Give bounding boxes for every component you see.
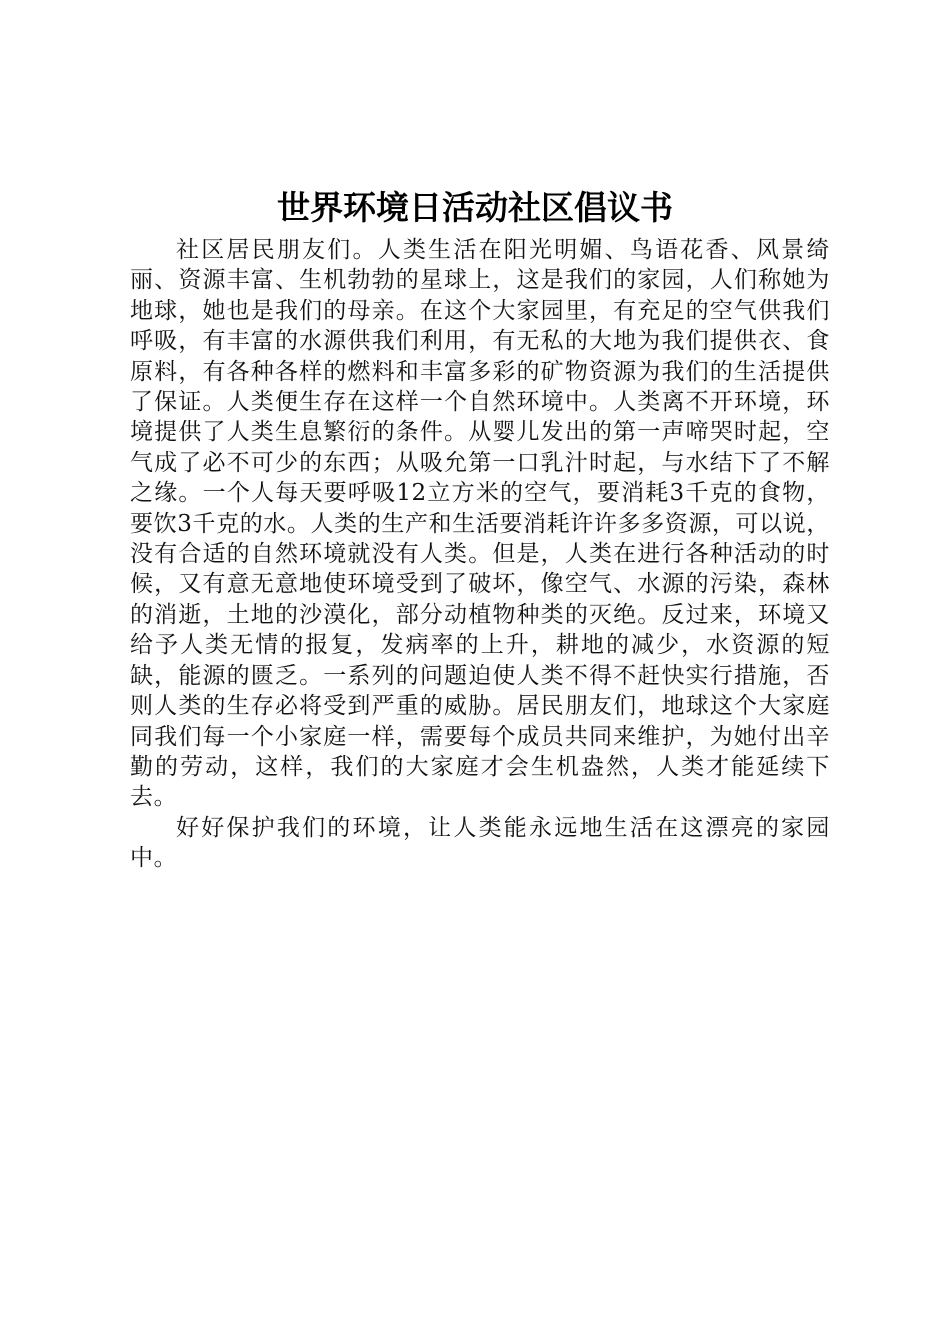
document-title: 世界环境日活动社区倡议书	[277, 188, 673, 227]
paragraph-2: 好好保护我们的环境，让人类能永远地生活在这漂亮的家园中。	[130, 814, 830, 872]
document-body	[130, 235, 830, 874]
paragraph-1: 社区居民朋友们。人类生活在阳光明媚、鸟语花香、风景绮丽、资源丰富、生机勃勃的星球上，这是我们的家园，人们称她为地球，她也是我们的母亲。在这个大家园里，有充足的空气供我们呼吸，有丰富的水源供我们利用，有无私的大地为我们提供衣、食原料，有各种各样的燃料和丰富多彩的矿物资源为我们的生活提供了保证。人类便生存在这样一个自然环境中。人类离不开环境，环境提供了人类生息繁衍的条件。从婴儿发出的第一声啼哭时起，空气成了必不可少的东西；从吸允第一口乳汁时起，与水结下了不解之缘。一个人每天要呼吸12立方米的空气，要消耗3千克的食物，要饮3千克的水。人类的生产和生活要消耗许许多多资源，可以说，没有合适的自然环境就没有人类。但是，人类在进行各种活动的时候，又有意无意地使环境受到了破坏，像空气、水源的污染，森林的消逝，土地的沙漠化，部分动植物种类的灭绝。反过来，环境又给予人类无情的报复，发病率的上升，耕地的减少，水资源的短缺，能源的匮乏。一系列的问题迫使人类不得不赶快实行措施，否则人类的生存必将受到严重的威胁。居民朋友们，地球这个大家庭同我们每一个小家庭一样，需要每个成员共同来维护，为她付出辛勤的劳动，这样，我们的大家庭才会生机盎然，人类才能延续下去。	[130, 237, 830, 811]
